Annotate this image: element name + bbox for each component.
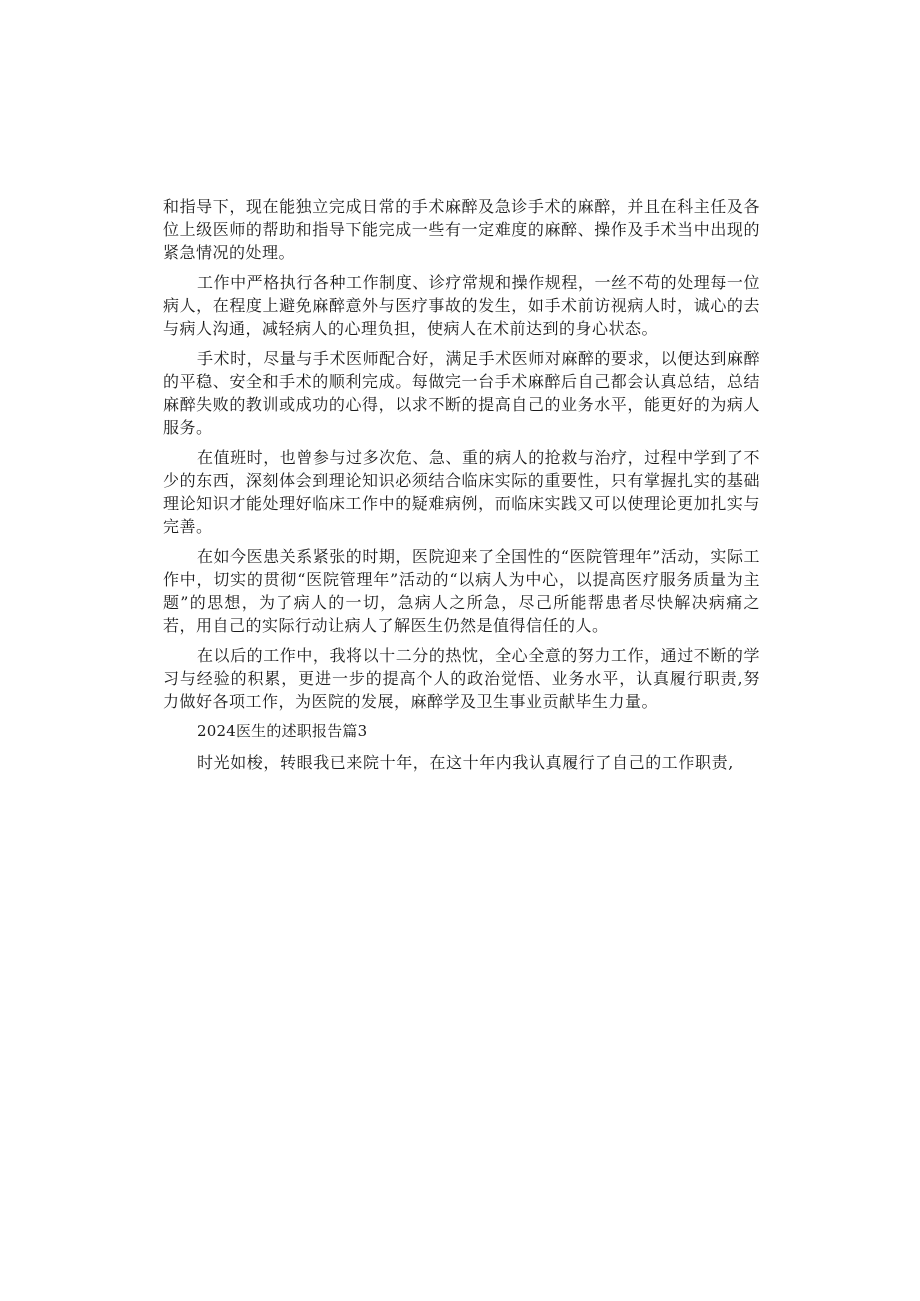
paragraph-hospital-management: 在如今医患关系紧张的时期，医院迎来了全国性的“医院管理年”活动，实际工作中，切实的贯彻“医院管理年”活动的“以病人为中心，以提高医疗服务质量为主题”的思想，为了病人的一切，急病人之所急，尽己所能帮患者尽快解决病痛之若，用自己的实际行动让病人了解医生仍然是值得信任的人。: [163, 547, 760, 635]
section-heading: 2024医生的述职报告篇3: [197, 722, 368, 740]
paragraph-closing: 时光如梭，转眼我已来院十年，在这十年内我认真履行了自己的工作职责,: [197, 753, 734, 772]
paragraph-future-work: 在以后的工作中，我将以十二分的热忱，全心全意的努力工作，通过不断的学习与经验的积累，更进一步的提高个人的政治觉悟、业务水平，认真履行职责,努力做好各项工作，为医院的发展，麻醉学及卫生事业贡献毕生力量。: [163, 646, 760, 711]
document-page: [163, 195, 760, 781]
paragraph-duty: 在值班时，也曾参与过多次危、急、重的病人的抢救与治疗，过程中学到了不少的东西，深刻体会到理论知识必须结合临床实际的重要性，只有掌握扎实的基础理论知识才能处理好临床工作中的疑难病例，而临床实践又可以使理论更加扎实与完善。: [163, 448, 760, 536]
paragraph-continuation: 和指导下，现在能独立完成日常的手术麻醉及急诊手术的麻醉，并且在科主任及各位上级医师的帮助和指导下能完成一些有一定难度的麻醉、操作及手术当中出现的紧急情况的处理。: [163, 197, 760, 262]
paragraph-work-rules: 工作中严格执行各种工作制度、诊疗常规和操作规程，一丝不苟的处理每一位病人，在程度上避免麻醉意外与医疗事故的发生，如手术前访视病人时，诚心的去与病人沟通，减轻病人的心理负担，使病人在术前达到的身心状态。: [163, 273, 760, 338]
paragraph-surgery: 手术时，尽量与手术医师配合好，满足手术医师对麻醉的要求，以便达到麻醉的平稳、安全和手术的顺利完成。每做完一台手术麻醉后自己都会认真总结，总结麻醉失败的教训或成功的心得，以求不断的提高自己的业务水平，能更好的为病人服务。: [163, 349, 760, 437]
